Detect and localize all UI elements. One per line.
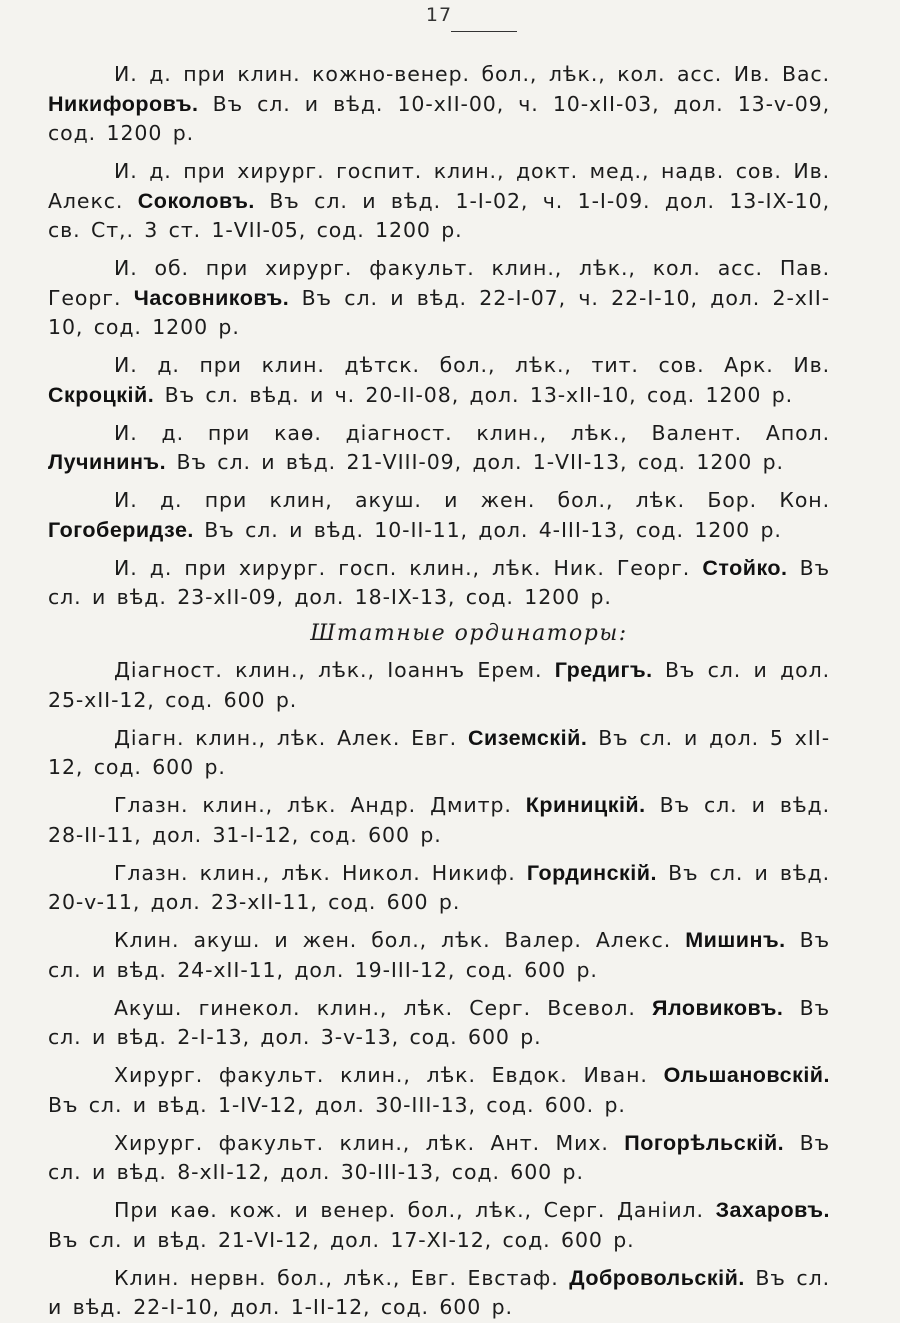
- entries-main: [48, 60, 830, 613]
- entry-item: [48, 554, 830, 613]
- entry-details: Въ сл. и дол. 25-хII-12, сод. 600 р.: [48, 658, 831, 712]
- entry-surname: Ольшановскій.: [663, 1063, 830, 1087]
- entry-item: [48, 994, 830, 1053]
- entry-surname: Соколовъ.: [137, 188, 255, 213]
- entry-text: И. д. при хирург. госпит. клин., докт. мед., надв. сов. Ив. Алекс.: [48, 159, 830, 213]
- entry-text: Глазн. клин., лѣк. Андр. Дмитр.: [114, 793, 526, 817]
- entry-item: [48, 656, 830, 715]
- entry-item: [48, 859, 830, 918]
- entry-item: [48, 1061, 830, 1120]
- entry-item: [48, 1264, 830, 1323]
- entry-text: Глазн. клин., лѣк. Никол. Никиф.: [114, 860, 527, 885]
- section-heading: Штатные ординаторы:: [310, 621, 628, 646]
- page-number: 17: [425, 4, 453, 26]
- entry-surname: Яловиковъ.: [652, 995, 784, 1020]
- entry-item: [48, 254, 830, 343]
- entry-details: Въ сл. и дол. 5 хII-12, сод. 600 р.: [48, 725, 830, 779]
- entry-item: [48, 157, 830, 246]
- entry-item: [48, 419, 830, 478]
- entry-surname: Гредигъ.: [554, 658, 653, 682]
- entry-item: [48, 1129, 830, 1188]
- entry-text: Хирург. факульт. клин., лѣк. Евдок. Иван.: [114, 1063, 664, 1087]
- entry-item: [48, 724, 830, 783]
- entry-text: Хирург. факульт. клин., лѣк. Ант. Мих.: [114, 1130, 625, 1155]
- entry-details: Въ сл. и вѣд. 1-I-02, ч. 1-I-09. дол. 13-IX-10, св. Ст,. 3 ст. 1-VII-05, сод. 1200 р.: [48, 188, 830, 242]
- entry-details: Въ сл. и вѣд. 21-VI-12, дол. 17-XI-12, сод. 600 р.: [48, 1227, 635, 1252]
- entry-item: [48, 791, 830, 850]
- entry-surname: Захаровъ.: [715, 1198, 830, 1222]
- entry-surname: Криницкій.: [525, 793, 646, 817]
- entry-text: Діагност. клин., лѣк., Іоаннъ Ерем.: [114, 658, 555, 682]
- entry-surname: Скроцкій.: [48, 382, 155, 407]
- entry-text: И. д. при каѳ. діагност. клин., лѣк., Валент. Апол.: [114, 420, 830, 445]
- entry-surname: Сиземскій.: [467, 725, 588, 750]
- entry-text: Акуш. гинекол. клин., лѣк. Серг. Всевол.: [114, 995, 653, 1020]
- entry-details: Въ сл. и вѣд. 23-хII-09, дол. 18-IX-13, сод. 1200 р.: [48, 555, 830, 609]
- entry-text: И. д. при клин, акуш. и жен. бол., лѣк. Бор. Кон.: [114, 488, 830, 512]
- entry-details: Въ сл. и вѣд. 28-II-11, дол. 31-I-12, сод. 600 р.: [48, 793, 830, 847]
- entry-surname: Гординскій.: [526, 860, 657, 885]
- entry-item: [48, 60, 830, 149]
- entry-details: Въ сл. и вѣд. 1-IV-12, дол. 30-III-13, сод. 600. р.: [48, 1092, 626, 1117]
- entry-surname: Гогоберидзе.: [48, 517, 194, 542]
- entry-details: Въ сл. и вѣд. 8-хII-12, дол. 30-III-13, сод. 600 р.: [48, 1130, 830, 1184]
- entry-surname: Мишинъ.: [685, 928, 786, 952]
- entry-details: Въ сл. и вѣд. 2-I-13, дол. 3-v-13, сод. 600 р.: [48, 995, 830, 1049]
- entry-details: Въ сл. и вѣд. 10-хII-00, ч. 10-хII-03, дол. 13-v-09, сод. 1200 р.: [48, 91, 830, 145]
- entry-details: Въ сл. и вѣд. 20-v-11, дол. 23-хII-11, сод. 600 р.: [48, 860, 830, 914]
- entry-text: И. д. при хирург. госп. клин., лѣк. Ник. Георг.: [114, 555, 703, 580]
- entry-text: Клин. нервн. бол., лѣк., Евг. Евстаф.: [114, 1265, 570, 1290]
- entry-surname: Погорѣльскій.: [624, 1130, 785, 1155]
- entry-surname: Стойко.: [702, 555, 788, 580]
- entry-details: Въ сл. и вѣд. 24-хII-11, дол. 19-III-12, сод. 600 р.: [48, 928, 831, 982]
- entry-details: Въ сл. и вѣд. 22-I-10, дол. 1-II-12, сод. 600 р.: [48, 1265, 830, 1319]
- page-header: [48, 0, 830, 48]
- entry-surname: Часовниковъ.: [133, 285, 290, 310]
- entry-item: [48, 351, 830, 410]
- entry-details: Въ сл. и вѣд. 10-II-11, дол. 4-III-13, сод. 1200 р.: [193, 517, 782, 542]
- entry-surname: Лучининъ.: [48, 450, 167, 474]
- header-rule: [451, 31, 517, 32]
- entry-surname: Добровольскій.: [569, 1265, 745, 1290]
- entry-text: Клин. акуш. и жен. бол., лѣк. Валер. Алекс.: [114, 928, 686, 952]
- entry-text: И. об. при хирург. факульт. клин., лѣк., кол. асс. Пав. Георг.: [48, 256, 830, 310]
- entry-text: И. д. при клин. кожно-венер. бол., лѣк., кол. асс. Ив. Вас.: [114, 62, 830, 86]
- entries-staff: [48, 656, 830, 1323]
- entry-text: И. д. при клин. дѣтск. бол., лѣк., тит. сов. Арк. Ив.: [114, 353, 830, 377]
- entry-text: При каѳ. кож. и венер. бол., лѣк., Серг. Даніил.: [114, 1198, 716, 1222]
- entry-surname: Никифоровъ.: [48, 91, 199, 116]
- entry-text: Діагн. клин., лѣк. Алек. Евг.: [114, 725, 468, 750]
- entry-details: Въ сл. и вѣд. 21-VIII-09, дол. 1-VII-13, сод. 1200 р.: [166, 450, 784, 474]
- entry-details: Въ сл. вѣд. и ч. 20-II-08, дол. 13-хII-10, сод. 1200 р.: [154, 382, 794, 407]
- entry-item: [48, 1196, 830, 1255]
- entry-item: [48, 486, 830, 545]
- entry-details: Въ сл. и вѣд. 22-I-07, ч. 22-I-10, дол. 2-хII-10, сод. 1200 р.: [48, 285, 830, 339]
- entry-item: [48, 926, 830, 985]
